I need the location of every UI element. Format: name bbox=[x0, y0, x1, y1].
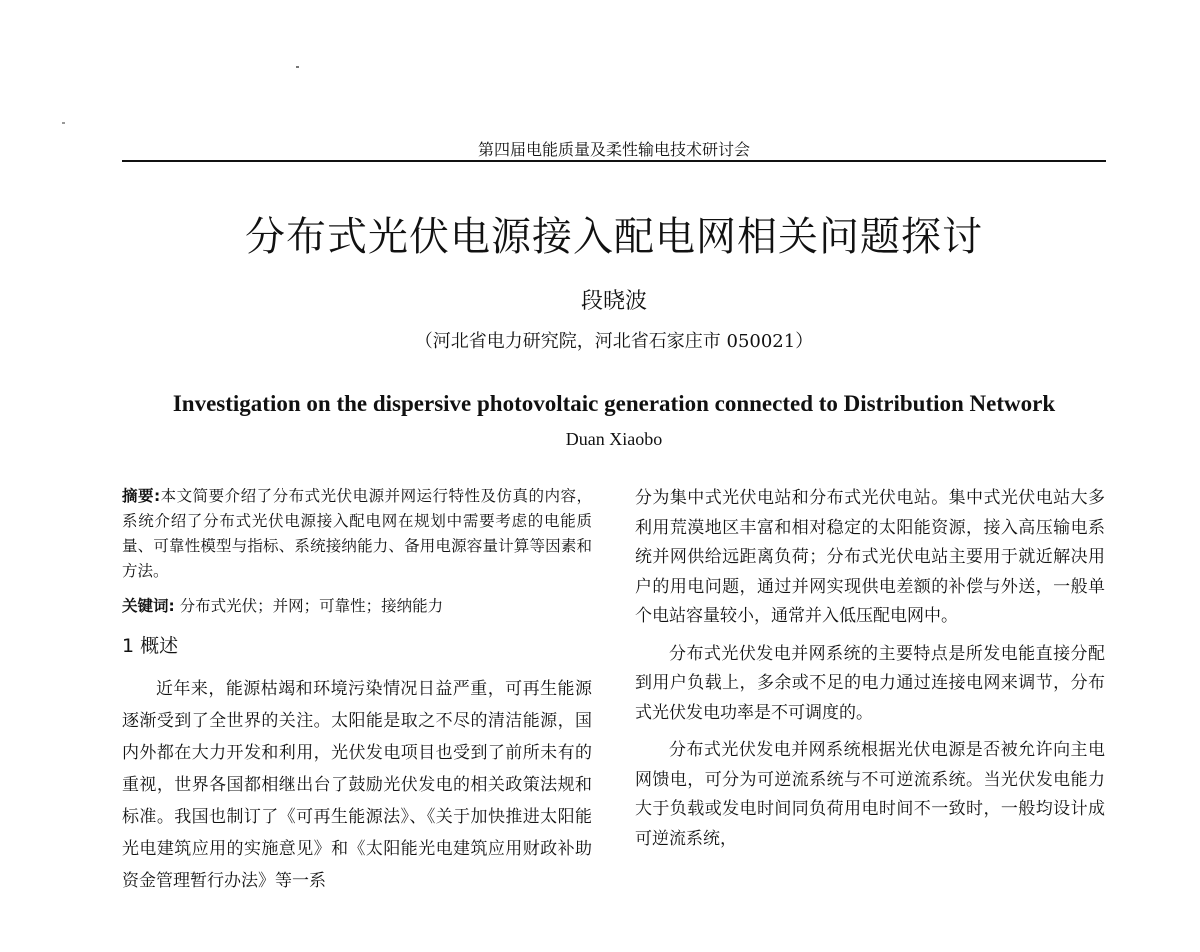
intro-paragraph: 近年来，能源枯竭和环境污染情况日益严重，可再生能源逐渐受到了全世界的关注。太阳能是取之不尽的清洁能源，国内外都在大力开发和利用，光伏发电项目也受到了前所未有的重视，世界各国都相继出台了鼓励光伏发电的相关政策法规和标准。我国也制订了《可再生能源法》、《关于加快推进太阳能光电建筑应用的实施意见》和《太阳能光电建筑应用财政补助资金管理暂行办法》等一系 bbox=[122, 679, 592, 891]
paragraph-3: 分布式光伏发电并网系统根据光伏电源是否被允许向主电网馈电，可分为可逆流系统与不可逆流系统。当光伏发电能力大于负载或发电时间同负荷用电时间不一致时，一般均设计成可逆流系统， bbox=[635, 740, 1105, 849]
scan-speck bbox=[62, 122, 65, 124]
scan-speck bbox=[296, 66, 299, 68]
abstract-label: 摘要: bbox=[122, 487, 161, 505]
author-en: Duan Xiaobo bbox=[565, 429, 663, 449]
paragraph-1: 分为集中式光伏电站和分布式光伏电站。集中式光伏电站大多利用荒漠地区丰富和相对稳定的太阳能资源，接入高压输电系统并网供给远距离负荷；分布式光伏电站主要用于就近解决用户的用电问题，通过并网实现供电差额的补偿与外送，一般单个电站容量较小，通常并入低压配电网中。 bbox=[635, 488, 1105, 626]
paper-title-en: Investigation on the dispersive photovoltaic generation connected to Distribution Network bbox=[172, 391, 1056, 416]
section-heading: 1 概述 bbox=[122, 635, 179, 657]
paper-title-cn: 分布式光伏电源接入配电网相关问题探讨 bbox=[245, 214, 983, 260]
keywords-text: 分布式光伏；并网；可靠性；接纳能力 bbox=[179, 597, 444, 615]
author-cn: 段晓波 bbox=[580, 289, 647, 314]
conference-header: 第四届电能质量及柔性输电技术研讨会 bbox=[477, 140, 750, 159]
keywords-label: 关键词: bbox=[122, 597, 175, 615]
keywords bbox=[122, 594, 592, 619]
abstract-text: 本文简要介绍了分布式光伏电源并网运行特性及仿真的内容，系统介绍了分布式光伏电源接入配电网在规划中需要考虑的电能质量、可靠性模型与指标、系统接纳能力、备用电源容量计算等因素和方法。 bbox=[122, 487, 592, 580]
abstract bbox=[122, 484, 592, 584]
paragraph-2: 分布式光伏发电并网系统的主要特点是所发电能直接分配到用户负载上，多余或不足的电力通过连接电网来调节，分布式光伏发电功率是不可调度的。 bbox=[635, 643, 1105, 723]
left-column bbox=[122, 484, 592, 897]
header-rule bbox=[122, 160, 1106, 162]
right-column bbox=[635, 484, 1105, 854]
affiliation-cn: （河北省电力研究院，河北省石家庄市 050021） bbox=[414, 331, 814, 352]
